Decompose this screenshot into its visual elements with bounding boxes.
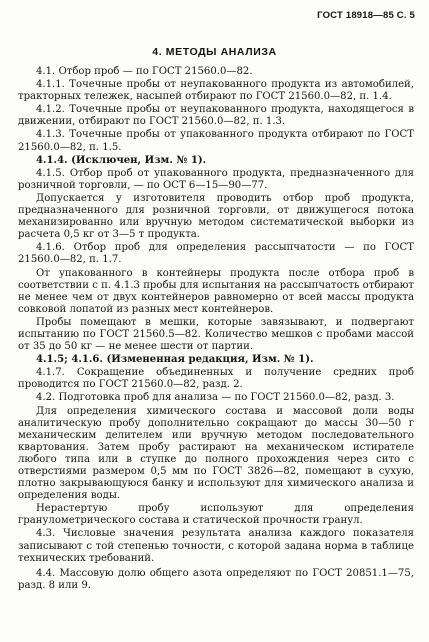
paragraph: 4.1.5. Отбор проб от упакованного продукта, предназначенного для розничной торговли, — по ОСТ 6—15—90—77. [18, 167, 414, 191]
section-title: 4. МЕТОДЫ АНАЛИЗА [152, 46, 277, 58]
page-header: ГОСТ 18918—85 С. 5 [317, 10, 415, 21]
paragraph: 4.1. Отбор проб — по ГОСТ 21560.0—82. [36, 66, 253, 77]
paragraph: Нерастертую пробу используют для определения гранулометрического состава и статической прочности гранул. [18, 503, 414, 527]
paragraph: 4.4. Массовую долю общего азота определяют по ГОСТ 20851.1—75, разд. 8 или 9. [18, 567, 414, 591]
paragraph: Для определения химического состава и массовой доли воды аналитическую пробу дополнительно сокращают до массы 30—50 г механическим делителем или вручную методом последовательного квартования. Затем пробу растирают на механическом истирателе любого типа или в ступке до полного прохождения через сито с отверстиями размером 0,5 мм по ГОСТ 3826—82, помещают в сухую, плотно закрывающуюся банку и используют для химического анализа и определения воды. [18, 405, 414, 502]
paragraph-bold: 4.1.4. (Исключен, Изм. № 1). [36, 154, 207, 166]
paragraph: Пробы помещают в мешки, которые завязывают, и подвергают испытанию по ГОСТ 21560.5—82. Количество мешков с пробами массой от 35 до 50 кг — не менее шести от партии. [18, 316, 414, 353]
paragraph: 4.1.1. Точечные пробы от неупакованного продукта из автомобилей, тракторных тележек, насыпей отбирают по ГОСТ 21560.0—82, п. 1.4. [18, 79, 414, 103]
paragraph: 4.1.6. Отбор проб для определения рассыпчатости — по ГОСТ 21560.0—82, п. 1.7. [18, 242, 414, 266]
paragraph: 4.2. Подготовка проб для анализа — по ГОСТ 21560.0—82, разд. 3. [36, 392, 395, 404]
paragraph: 4.1.7. Сокращение объединенных и получение средних проб проводится по ГОСТ 21560.0—82, разд. 2. [18, 367, 414, 391]
paragraph: От упакованного в контейнеры продукта после отбора проб в соответствии с п. 4.1.3 пробы для испытания на рассыпчатость отбирают не менее чем от двух контейнеров равномерно от всей массы продукта совковой лопатой из разных мест контейнеров. [18, 267, 414, 315]
paragraph-bold: 4.1.5; 4.1.6. (Измененная редакция, Изм. № 1). [36, 354, 314, 366]
document-body [18, 66, 414, 593]
paragraph: 4.1.3. Точечные пробы от упакованного продукта отбирают по ГОСТ 21560.0—82, п. 1.5. [18, 129, 414, 153]
paragraph: 4.3. Числовые значения результата анализа каждого показателя записывают с той степенью точности, с которой задана норма в таблице технических требований. [18, 528, 414, 564]
paragraph: 4.1.2. Точечные пробы от неупакованного продукта, находящегося в движении, отбирают по ГОСТ 21560.0—82, п. 1.3. [18, 104, 414, 128]
paragraph: Допускается у изготовителя проводить отбор проб продукта, предназначенного для розничной торговли, от движущегося потока механизированно или вручную методом систематической выборки из расчета 0,5 кг от 3—5 т продукта. [18, 192, 414, 241]
